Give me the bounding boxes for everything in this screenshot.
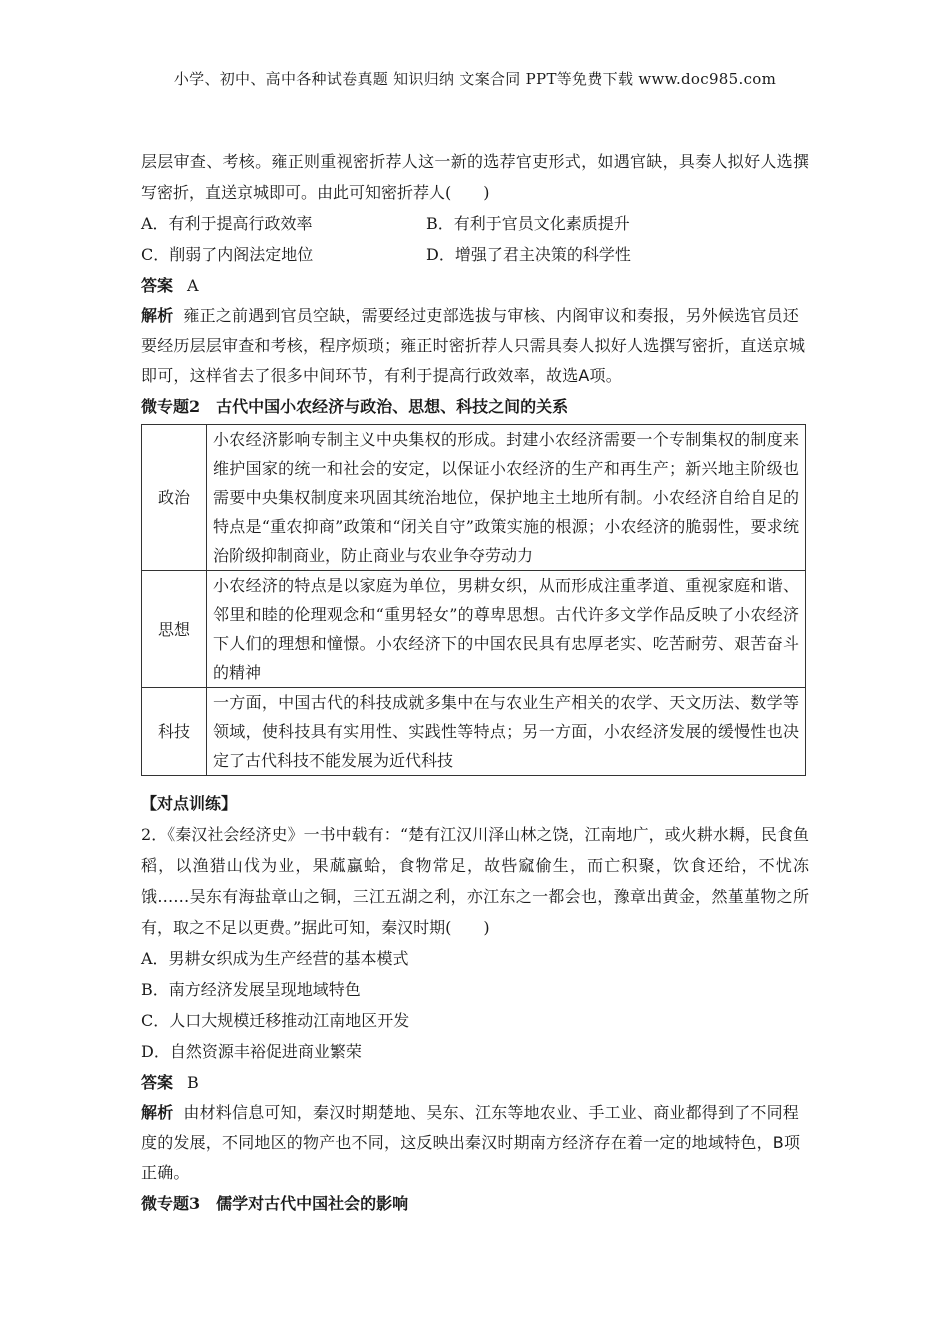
row-category: 思想 [142, 571, 207, 688]
analysis-label: 解析 [141, 306, 174, 325]
topic3-title: 微专题3 儒学对古代中国社会的影响 [141, 1194, 409, 1213]
answer-label: 答案 [141, 1073, 174, 1092]
answer-label: 答案 [141, 276, 174, 295]
q2-option-d: D．自然资源丰裕促进商业繁荣 [141, 1042, 362, 1061]
analysis-label: 解析 [141, 1103, 174, 1122]
row-category: 科技 [142, 688, 207, 776]
q1-option-c: C．削弱了内阁法定地位 [141, 245, 314, 264]
q2-analysis [141, 1098, 809, 1188]
q1-analysis [141, 301, 809, 391]
page-content [141, 146, 809, 1219]
q1-option-d: D．增强了君主决策的科学性 [426, 245, 631, 264]
q2-option-b: B．南方经济发展呈现地域特色 [141, 980, 361, 999]
table-row [142, 425, 806, 571]
analysis-text: 由材料信息可知，秦汉时期楚地、吴东、江东等地农业、手工业、商业都得到了不同程度的发展，不同地区的物产也不同，这反映出秦汉时期南方经济存在着一定的地域特色，B项正确。 [141, 1103, 801, 1182]
q1-stem: 层层审查、考核。雍正则重视密折荐人这一新的选荐官吏形式，如遇官缺，具奏人拟好人选撰写密折，直送京城即可。由此可知密折荐人( ) [141, 152, 809, 202]
row-text: 小农经济影响专制主义中央集权的形成。封建小农经济需要一个专制集权的制度来维护国家的统一和社会的安定，以保证小农经济的生产和再生产；新兴地主阶级也需要中央集权制度来巩固其统治地位，保护地主土地所有制。小农经济自给自足的特点是“重农抑商”政策和“闭关自守”政策实施的根源；小农经济的脆弱性，要求统治阶级抑制商业，防止商业与农业争夺劳动力 [207, 425, 806, 571]
page-header: 小学、初中、高中各种试卷真题 知识归纳 文案合同 PPT等免费下载 www.doc985.com [173, 70, 777, 88]
analysis-text: 雍正之前遇到官员空缺，需要经过吏部选拔与审核、内阁审议和奏报，另外候选官员还要经历层层审查和考核，程序烦琐；雍正时密折荐人只需具奏人拟好人选撰写密折，直送京城即可，这样省去了很多中间环节，有利于提高行政效率，故选A项。 [141, 306, 806, 385]
table-row [142, 688, 806, 776]
table-row [142, 571, 806, 688]
answer-value: A [187, 276, 199, 295]
row-text: 小农经济的特点是以家庭为单位，男耕女织，从而形成注重孝道、重视家庭和谐、邻里和睦的伦理观念和“重男轻女”的尊卑思想。古代许多文学作品反映了小农经济下人们的理想和憧憬。小农经济下的中国农民具有忠厚老实、吃苦耐劳、艰苦奋斗的精神 [207, 571, 806, 688]
row-category: 政治 [142, 425, 207, 571]
q1-options-row-1 [141, 208, 809, 239]
row-text: 一方面，中国古代的科技成就多集中在与农业生产相关的农学、天文历法、数学等领域，使科技具有实用性、实践性等特点；另一方面，小农经济发展的缓慢性也决定了古代科技不能发展为近代科技 [207, 688, 806, 776]
q1-option-b: B．有利于官员文化素质提升 [426, 214, 630, 233]
q1-option-a: A．有利于提高行政效率 [141, 214, 313, 233]
q1-options-row-2 [141, 239, 809, 270]
q2-answer [141, 1067, 809, 1098]
practice-title: 【对点训练】 [141, 794, 238, 813]
answer-value: B [187, 1073, 199, 1092]
topic2-table [141, 424, 806, 776]
topic2-title: 微专题2 古代中国小农经济与政治、思想、科技之间的关系 [141, 397, 569, 416]
q1-answer [141, 270, 809, 301]
q2-option-c: C．人口大规模迁移推动江南地区开发 [141, 1011, 410, 1030]
q2-option-a: A．男耕女织成为生产经营的基本模式 [141, 949, 409, 968]
q2-stem: 2．《秦汉社会经济史》一书中载有：“楚有江汉川泽山林之饶，江南地广，或火耕水耨，民食鱼稻，以渔猎山伐为业，果蓏蠃蛤，食物常足，故呰窳偷生，而亡积聚，饮食还给，不忧冻饿……吴东有海盐章山之铜，三江五湖之利，亦江东之一都会也，豫章出黄金，然堇堇物之所有，取之不足以更费。”据此可知，秦汉时期( ) [141, 825, 809, 937]
